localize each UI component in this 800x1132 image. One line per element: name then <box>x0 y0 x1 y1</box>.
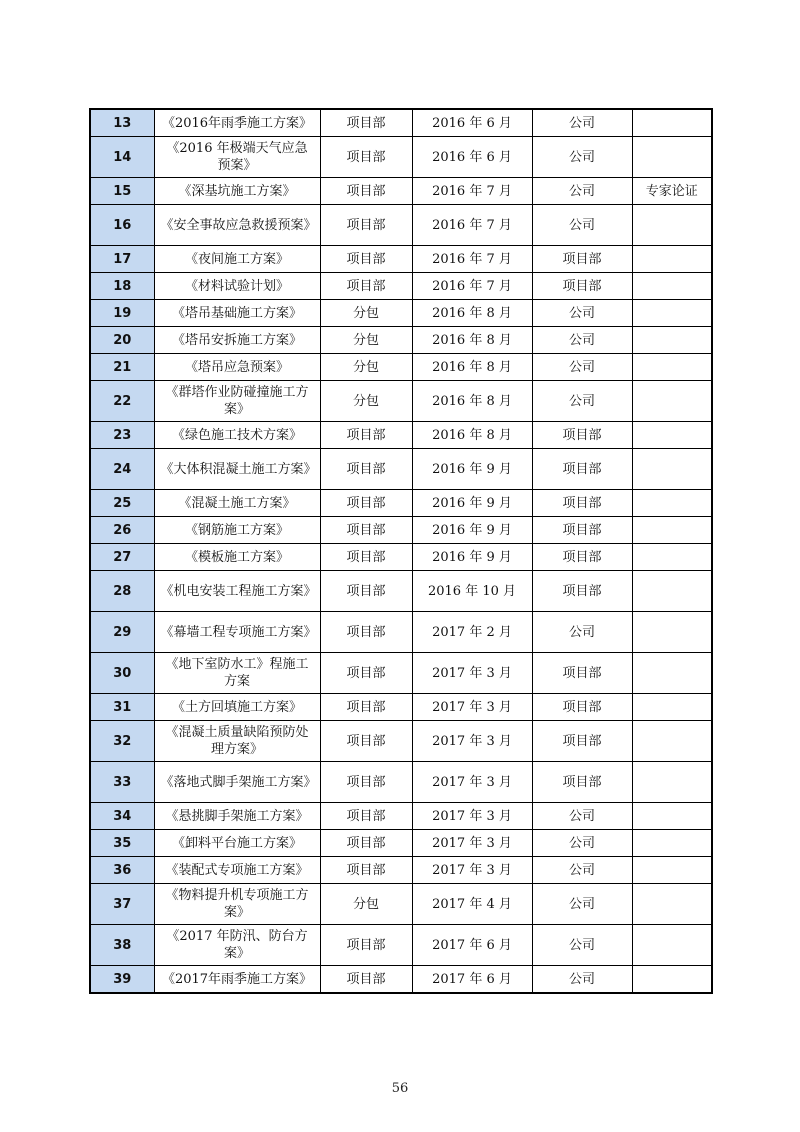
plan-name-cell: 《悬挑脚手架施工方案》 <box>154 803 320 830</box>
table-row <box>90 354 712 381</box>
plan-name-cell: 《塔吊基础施工方案》 <box>154 300 320 327</box>
prepare-date-cell: 2016 年 7 月 <box>412 246 532 273</box>
approved-by-cell: 公司 <box>532 884 632 925</box>
plan-name-cell: 《大体积混凝土施工方案》 <box>154 449 320 490</box>
row-number-cell: 15 <box>90 178 154 205</box>
prepared-by-cell: 项目部 <box>320 612 412 653</box>
table-row <box>90 721 712 762</box>
table-row <box>90 178 712 205</box>
remark-cell <box>632 422 712 449</box>
prepared-by-cell: 分包 <box>320 884 412 925</box>
table-row <box>90 571 712 612</box>
table-row <box>90 803 712 830</box>
remark-cell <box>632 449 712 490</box>
table-row <box>90 857 712 884</box>
table-row <box>90 884 712 925</box>
remark-cell <box>632 300 712 327</box>
prepare-date-cell: 2017 年 3 月 <box>412 830 532 857</box>
prepared-by-cell: 项目部 <box>320 925 412 966</box>
table-row <box>90 449 712 490</box>
prepare-date-cell: 2017 年 6 月 <box>412 925 532 966</box>
plan-name-cell: 《钢筋施工方案》 <box>154 517 320 544</box>
row-number-cell: 26 <box>90 517 154 544</box>
plan-name-cell: 《深基坑施工方案》 <box>154 178 320 205</box>
table-body <box>90 109 712 993</box>
prepare-date-cell: 2016 年 9 月 <box>412 490 532 517</box>
approved-by-cell: 项目部 <box>532 544 632 571</box>
prepare-date-cell: 2017 年 2 月 <box>412 612 532 653</box>
prepare-date-cell: 2016 年 9 月 <box>412 544 532 571</box>
table-row <box>90 109 712 137</box>
table-row <box>90 925 712 966</box>
plan-name-cell: 《塔吊应急预案》 <box>154 354 320 381</box>
approved-by-cell: 公司 <box>532 803 632 830</box>
table-row <box>90 653 712 694</box>
plan-name-cell: 《夜间施工方案》 <box>154 246 320 273</box>
remark-cell <box>632 354 712 381</box>
prepared-by-cell: 分包 <box>320 381 412 422</box>
prepared-by-cell: 项目部 <box>320 803 412 830</box>
remark-cell <box>632 490 712 517</box>
remark-cell <box>632 544 712 571</box>
prepared-by-cell: 项目部 <box>320 246 412 273</box>
approved-by-cell: 公司 <box>532 354 632 381</box>
remark-cell <box>632 137 712 178</box>
prepare-date-cell: 2017 年 4 月 <box>412 884 532 925</box>
plan-name-cell: 《材料试验计划》 <box>154 273 320 300</box>
remark-cell <box>632 721 712 762</box>
row-number-cell: 23 <box>90 422 154 449</box>
prepared-by-cell: 项目部 <box>320 571 412 612</box>
remark-cell <box>632 109 712 137</box>
row-number-cell: 25 <box>90 490 154 517</box>
prepare-date-cell: 2017 年 3 月 <box>412 803 532 830</box>
row-number-cell: 13 <box>90 109 154 137</box>
prepared-by-cell: 项目部 <box>320 517 412 544</box>
approved-by-cell: 项目部 <box>532 653 632 694</box>
prepared-by-cell: 项目部 <box>320 205 412 246</box>
page-number: 56 <box>391 1081 409 1096</box>
remark-cell: 专家论证 <box>632 178 712 205</box>
table-row <box>90 273 712 300</box>
prepared-by-cell: 项目部 <box>320 653 412 694</box>
row-number-cell: 19 <box>90 300 154 327</box>
table-row <box>90 381 712 422</box>
prepare-date-cell: 2016 年 6 月 <box>412 109 532 137</box>
prepared-by-cell: 项目部 <box>320 830 412 857</box>
table-row <box>90 137 712 178</box>
table-row <box>90 422 712 449</box>
plan-name-cell: 《装配式专项施工方案》 <box>154 857 320 884</box>
plan-name-cell: 《幕墙工程专项施工方案》 <box>154 612 320 653</box>
prepared-by-cell: 项目部 <box>320 966 412 994</box>
prepare-date-cell: 2016 年 9 月 <box>412 517 532 544</box>
plan-name-cell: 《卸料平台施工方案》 <box>154 830 320 857</box>
remark-cell <box>632 571 712 612</box>
prepare-date-cell: 2016 年 9 月 <box>412 449 532 490</box>
row-number-cell: 14 <box>90 137 154 178</box>
table-row <box>90 544 712 571</box>
remark-cell <box>632 246 712 273</box>
remark-cell <box>632 857 712 884</box>
prepare-date-cell: 2016 年 7 月 <box>412 178 532 205</box>
table-row <box>90 490 712 517</box>
plan-name-cell: 《2016 年极端天气应急预案》 <box>154 137 320 178</box>
approved-by-cell: 公司 <box>532 205 632 246</box>
table-row <box>90 966 712 994</box>
row-number-cell: 30 <box>90 653 154 694</box>
plan-name-cell: 《物料提升机专项施工方案》 <box>154 884 320 925</box>
prepared-by-cell: 分包 <box>320 300 412 327</box>
row-number-cell: 29 <box>90 612 154 653</box>
prepared-by-cell: 项目部 <box>320 762 412 803</box>
approved-by-cell: 公司 <box>532 137 632 178</box>
plan-name-cell: 《绿色施工技术方案》 <box>154 422 320 449</box>
prepare-date-cell: 2016 年 6 月 <box>412 137 532 178</box>
table-row <box>90 327 712 354</box>
prepared-by-cell: 分包 <box>320 327 412 354</box>
row-number-cell: 21 <box>90 354 154 381</box>
plan-name-cell: 《混凝土质量缺陷预防处理方案》 <box>154 721 320 762</box>
remark-cell <box>632 694 712 721</box>
table-row <box>90 694 712 721</box>
prepared-by-cell: 项目部 <box>320 544 412 571</box>
plan-name-cell: 《2017年雨季施工方案》 <box>154 966 320 994</box>
plan-name-cell: 《群塔作业防碰撞施工方案》 <box>154 381 320 422</box>
row-number-cell: 35 <box>90 830 154 857</box>
prepare-date-cell: 2017 年 3 月 <box>412 694 532 721</box>
row-number-cell: 28 <box>90 571 154 612</box>
approved-by-cell: 公司 <box>532 178 632 205</box>
remark-cell <box>632 327 712 354</box>
approved-by-cell: 项目部 <box>532 762 632 803</box>
prepared-by-cell: 项目部 <box>320 721 412 762</box>
prepared-by-cell: 项目部 <box>320 449 412 490</box>
prepare-date-cell: 2016 年 8 月 <box>412 354 532 381</box>
approved-by-cell: 公司 <box>532 381 632 422</box>
row-number-cell: 20 <box>90 327 154 354</box>
remark-cell <box>632 762 712 803</box>
plan-name-cell: 《安全事故应急救援预案》 <box>154 205 320 246</box>
row-number-cell: 16 <box>90 205 154 246</box>
row-number-cell: 31 <box>90 694 154 721</box>
approved-by-cell: 项目部 <box>532 246 632 273</box>
prepared-by-cell: 项目部 <box>320 422 412 449</box>
prepare-date-cell: 2016 年 8 月 <box>412 381 532 422</box>
table-row <box>90 612 712 653</box>
prepare-date-cell: 2016 年 10 月 <box>412 571 532 612</box>
prepared-by-cell: 分包 <box>320 354 412 381</box>
plan-name-cell: 《地下室防水工》程施工方案 <box>154 653 320 694</box>
approved-by-cell: 项目部 <box>532 273 632 300</box>
remark-cell <box>632 803 712 830</box>
prepared-by-cell: 项目部 <box>320 273 412 300</box>
prepare-date-cell: 2016 年 8 月 <box>412 422 532 449</box>
prepared-by-cell: 项目部 <box>320 137 412 178</box>
row-number-cell: 32 <box>90 721 154 762</box>
plan-name-cell: 《机电安装工程施工方案》 <box>154 571 320 612</box>
approved-by-cell: 公司 <box>532 300 632 327</box>
approved-by-cell: 公司 <box>532 327 632 354</box>
prepared-by-cell: 项目部 <box>320 857 412 884</box>
plan-name-cell: 《2016年雨季施工方案》 <box>154 109 320 137</box>
plan-name-cell: 《模板施工方案》 <box>154 544 320 571</box>
approved-by-cell: 公司 <box>532 925 632 966</box>
row-number-cell: 39 <box>90 966 154 994</box>
row-number-cell: 17 <box>90 246 154 273</box>
approved-by-cell: 项目部 <box>532 571 632 612</box>
remark-cell <box>632 830 712 857</box>
remark-cell <box>632 966 712 994</box>
prepare-date-cell: 2016 年 8 月 <box>412 327 532 354</box>
row-number-cell: 37 <box>90 884 154 925</box>
approved-by-cell: 项目部 <box>532 490 632 517</box>
approved-by-cell: 公司 <box>532 109 632 137</box>
row-number-cell: 27 <box>90 544 154 571</box>
approved-by-cell: 公司 <box>532 966 632 994</box>
remark-cell <box>632 653 712 694</box>
approved-by-cell: 项目部 <box>532 721 632 762</box>
plan-name-cell: 《落地式脚手架施工方案》 <box>154 762 320 803</box>
prepared-by-cell: 项目部 <box>320 178 412 205</box>
prepare-date-cell: 2017 年 3 月 <box>412 762 532 803</box>
prepare-date-cell: 2017 年 3 月 <box>412 653 532 694</box>
remark-cell <box>632 381 712 422</box>
plan-name-cell: 《塔吊安拆施工方案》 <box>154 327 320 354</box>
table-row <box>90 246 712 273</box>
row-number-cell: 33 <box>90 762 154 803</box>
prepare-date-cell: 2017 年 6 月 <box>412 966 532 994</box>
plan-name-cell: 《2017 年防汛、防台方案》 <box>154 925 320 966</box>
approved-by-cell: 公司 <box>532 830 632 857</box>
approved-by-cell: 项目部 <box>532 449 632 490</box>
table-row <box>90 762 712 803</box>
approved-by-cell: 公司 <box>532 857 632 884</box>
approved-by-cell: 项目部 <box>532 517 632 544</box>
table-row <box>90 300 712 327</box>
row-number-cell: 18 <box>90 273 154 300</box>
remark-cell <box>632 612 712 653</box>
approved-by-cell: 项目部 <box>532 694 632 721</box>
table-row <box>90 205 712 246</box>
remark-cell <box>632 273 712 300</box>
table-row <box>90 517 712 544</box>
prepare-date-cell: 2017 年 3 月 <box>412 857 532 884</box>
prepare-date-cell: 2017 年 3 月 <box>412 721 532 762</box>
prepared-by-cell: 项目部 <box>320 490 412 517</box>
table-row <box>90 830 712 857</box>
remark-cell <box>632 925 712 966</box>
prepare-date-cell: 2016 年 7 月 <box>412 205 532 246</box>
prepared-by-cell: 项目部 <box>320 694 412 721</box>
remark-cell <box>632 884 712 925</box>
row-number-cell: 22 <box>90 381 154 422</box>
plan-name-cell: 《混凝土施工方案》 <box>154 490 320 517</box>
row-number-cell: 24 <box>90 449 154 490</box>
prepared-by-cell: 项目部 <box>320 109 412 137</box>
row-number-cell: 36 <box>90 857 154 884</box>
row-number-cell: 38 <box>90 925 154 966</box>
row-number-cell: 34 <box>90 803 154 830</box>
construction-plan-table <box>89 108 713 994</box>
prepare-date-cell: 2016 年 7 月 <box>412 273 532 300</box>
prepare-date-cell: 2016 年 8 月 <box>412 300 532 327</box>
approved-by-cell: 公司 <box>532 612 632 653</box>
remark-cell <box>632 517 712 544</box>
approved-by-cell: 项目部 <box>532 422 632 449</box>
plan-name-cell: 《土方回填施工方案》 <box>154 694 320 721</box>
remark-cell <box>632 205 712 246</box>
